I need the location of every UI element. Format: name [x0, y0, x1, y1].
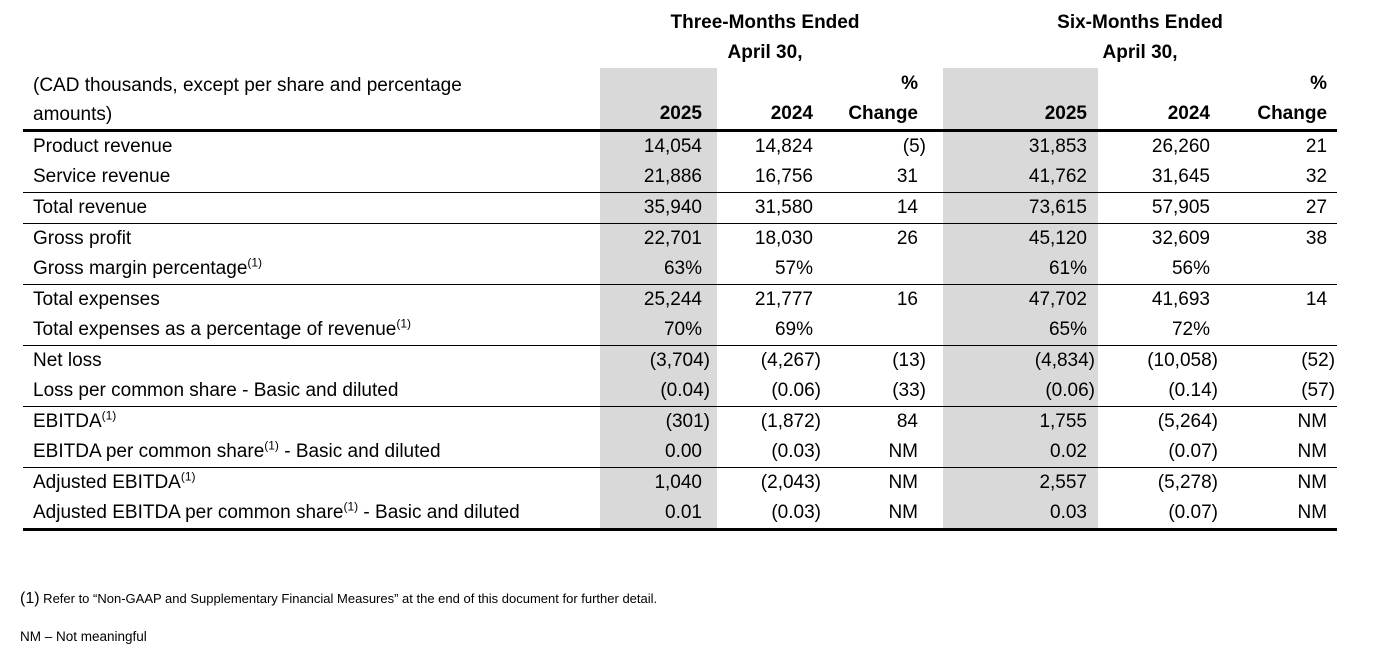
cell-value: NM: [1297, 472, 1328, 493]
column-gap: [930, 346, 943, 377]
row-label: Total expenses as a percentage of revenue$^{(1)}$: [23, 315, 600, 346]
table-row: [23, 346, 1337, 377]
cell-value: (0.06): [717, 376, 817, 407]
col-header-6m-pct-top: %: [1310, 72, 1328, 94]
three-months-subtitle: April 30,: [727, 42, 803, 63]
cell-value: 35,940: [600, 193, 717, 224]
six-months-subtitle: April 30,: [1102, 42, 1178, 63]
table-row: [23, 376, 1337, 407]
footnote-marker: (1): [180, 469, 196, 484]
row-label: Gross margin percentage$^{(1)}$: [23, 254, 600, 285]
row-label: Adjusted EBITDA per common share$^{(1)}$ - Basic and diluted: [23, 498, 600, 530]
column-gap: [930, 315, 943, 346]
cell-value: 57,905: [1098, 193, 1215, 224]
cell-value: (5,278): [1157, 472, 1218, 493]
cell-value: 25,244: [600, 285, 717, 316]
cell-value: 0.02: [943, 437, 1098, 468]
column-gap: [930, 162, 943, 193]
footnote-1-text: Refer to “Non-GAAP and Supplementary Financial Measures” at the end of this document for further detail.: [39, 591, 658, 606]
cell-value: 0.00: [600, 437, 717, 468]
cell-value: [1215, 254, 1337, 285]
table-row: [23, 224, 1337, 255]
table-row: [23, 437, 1337, 468]
row-label: EBITDA per common share$^{(1)}$ - Basic and diluted: [23, 437, 600, 468]
unit-note-line2: amounts): [33, 104, 113, 125]
row-label: Loss per common share - Basic and diluted: [23, 376, 600, 407]
cell-value: 26: [896, 228, 918, 249]
col-header-3m-2024: 2024: [717, 99, 817, 131]
cell-value: (301): [600, 407, 717, 438]
period-subtitle-row: [23, 38, 1337, 68]
cell-value: 21,777: [754, 289, 813, 310]
cell-value: (1,872): [760, 411, 821, 432]
column-gap: [930, 99, 943, 131]
column-gap: [930, 376, 943, 407]
cell-value: 31,853: [943, 131, 1098, 163]
cell-value: [817, 315, 930, 346]
corner-blank: [23, 8, 600, 38]
cell-value: 1,755: [943, 407, 1098, 438]
column-gap: [930, 437, 943, 468]
cell-value: (0.03): [717, 498, 817, 530]
cell-value: (13): [892, 350, 926, 371]
cell-value: (57): [1215, 376, 1337, 407]
six-months-title: Six-Months Ended: [1057, 12, 1223, 33]
cell-value: 57%: [717, 254, 817, 285]
cell-value: 38: [1305, 228, 1328, 249]
row-label: EBITDA$^{(1)}$: [33, 408, 117, 432]
unit-note: [23, 68, 600, 131]
table-header: [23, 8, 1337, 131]
table-row: [23, 498, 1337, 530]
column-gap: [930, 131, 943, 163]
cell-value: 18,030: [754, 228, 813, 249]
cell-value: NM: [817, 498, 930, 530]
cell-value: 41,693: [1151, 289, 1210, 310]
col-header-3m-2024-top: [717, 68, 817, 99]
cell-value: 27: [1215, 193, 1337, 224]
row-label: Net loss: [33, 350, 102, 371]
col-header-3m-change: Change: [817, 99, 930, 131]
cell-value: 70%: [600, 315, 717, 346]
cell-value: (5): [902, 136, 926, 157]
col-header-3m-2025-top: [600, 68, 717, 99]
footnote-marker: (1): [264, 438, 279, 453]
cell-value: 16,756: [717, 162, 817, 193]
cell-value: (0.14): [1098, 376, 1215, 407]
column-gap: [930, 224, 943, 255]
column-gap: [930, 254, 943, 285]
table-body: [23, 131, 1337, 530]
table-row: [23, 315, 1337, 346]
column-gap: [930, 193, 943, 224]
row-label: Total expenses: [33, 289, 160, 310]
row-label: Gross profit: [33, 228, 132, 249]
cell-value: 61%: [943, 254, 1098, 285]
col-header-6m-2024-top: [1098, 68, 1215, 99]
cell-value: NM: [1215, 437, 1337, 468]
cell-value: 31,645: [1098, 162, 1215, 193]
three-months-title: Three-Months Ended: [670, 12, 860, 33]
cell-value: 84: [896, 411, 918, 432]
cell-value: 21,886: [600, 162, 717, 193]
cell-value: 47,702: [943, 285, 1098, 316]
row-label: Total revenue: [23, 193, 600, 224]
footnote-marker: (1): [101, 408, 117, 423]
table-row: [23, 468, 1337, 499]
cell-value: 56%: [1098, 254, 1215, 285]
corner-blank: [23, 38, 600, 68]
cell-value: 1,040: [600, 468, 717, 499]
cell-value: NM: [1215, 498, 1337, 530]
cell-value: 72%: [1098, 315, 1215, 346]
cell-value: 14: [817, 193, 930, 224]
col-header-6m-2025: 2025: [943, 99, 1098, 131]
cell-value: 0.03: [943, 498, 1098, 530]
footnote-marker: (1): [343, 499, 359, 514]
cell-value: [817, 254, 930, 285]
table-row: [23, 407, 1337, 438]
row-label: Product revenue: [33, 136, 173, 157]
cell-value: (0.06): [943, 376, 1098, 407]
period-title-row: [23, 8, 1337, 38]
footnote-marker: (1): [396, 316, 412, 331]
cell-value: 22,701: [600, 224, 717, 255]
cell-value: 21: [1305, 136, 1328, 157]
cell-value: 26,260: [1151, 136, 1210, 157]
col-header-3m-2025: 2025: [600, 99, 717, 131]
column-header-top-row: [23, 68, 1337, 99]
cell-value: 2,557: [943, 468, 1098, 499]
footnote-nm: NM – Not meaningful: [20, 629, 147, 644]
table-row: [23, 193, 1337, 224]
footnote-1: [20, 590, 657, 608]
cell-value: 73,615: [943, 193, 1098, 224]
footnote-marker: (1): [247, 255, 263, 270]
column-gap: [930, 468, 943, 499]
col-header-6m-2024: 2024: [1098, 99, 1215, 131]
table-row: [23, 285, 1337, 316]
column-gap: [930, 498, 943, 530]
cell-value: (0.07): [1098, 498, 1215, 530]
cell-value: 65%: [943, 315, 1098, 346]
column-gap: [930, 38, 943, 68]
cell-value: (0.04): [600, 376, 717, 407]
cell-value: NM: [1297, 411, 1328, 432]
cell-value: 32,609: [1151, 228, 1210, 249]
cell-value: (3,704): [600, 346, 717, 377]
column-gap: [930, 8, 943, 38]
cell-value: 32: [1215, 162, 1337, 193]
cell-value: 14: [1305, 289, 1328, 310]
cell-value: 69%: [717, 315, 817, 346]
cell-value: (0.07): [1098, 437, 1215, 468]
financial-results-table: [23, 8, 1337, 531]
cell-value: 14,824: [754, 136, 813, 157]
cell-value: (0.03): [717, 437, 817, 468]
cell-value: (4,267): [760, 350, 821, 371]
row-label: Adjusted EBITDA$^{(1)}$: [33, 469, 196, 493]
table-row: [23, 254, 1337, 285]
unit-note-line1: (CAD thousands, except per share and percentage: [33, 75, 462, 96]
cell-value: 41,762: [943, 162, 1098, 193]
col-header-6m-2025-top: [943, 68, 1098, 99]
cell-value: (4,834): [943, 346, 1098, 377]
col-header-3m-pct-top: %: [901, 72, 918, 94]
cell-value: (52): [1301, 350, 1336, 371]
table-row: [23, 162, 1337, 193]
cell-value: 31: [817, 162, 930, 193]
cell-value: 31,580: [717, 193, 817, 224]
cell-value: 45,120: [943, 224, 1098, 255]
cell-value: NM: [888, 472, 918, 493]
cell-value: 14,054: [600, 131, 717, 163]
table-row: [23, 131, 1337, 163]
cell-value: 63%: [600, 254, 717, 285]
row-label: Service revenue: [23, 162, 600, 193]
cell-value: NM: [817, 437, 930, 468]
column-gap: [930, 285, 943, 316]
cell-value: (33): [817, 376, 930, 407]
column-gap: [930, 68, 943, 99]
column-gap: [930, 407, 943, 438]
cell-value: 0.01: [600, 498, 717, 530]
cell-value: (5,264): [1157, 411, 1218, 432]
col-header-6m-change: Change: [1215, 99, 1337, 131]
cell-value: (2,043): [760, 472, 821, 493]
footnote-1-marker: (1): [20, 590, 40, 607]
cell-value: 16: [896, 289, 918, 310]
cell-value: (10,058): [1147, 350, 1218, 371]
cell-value: [1215, 315, 1337, 346]
